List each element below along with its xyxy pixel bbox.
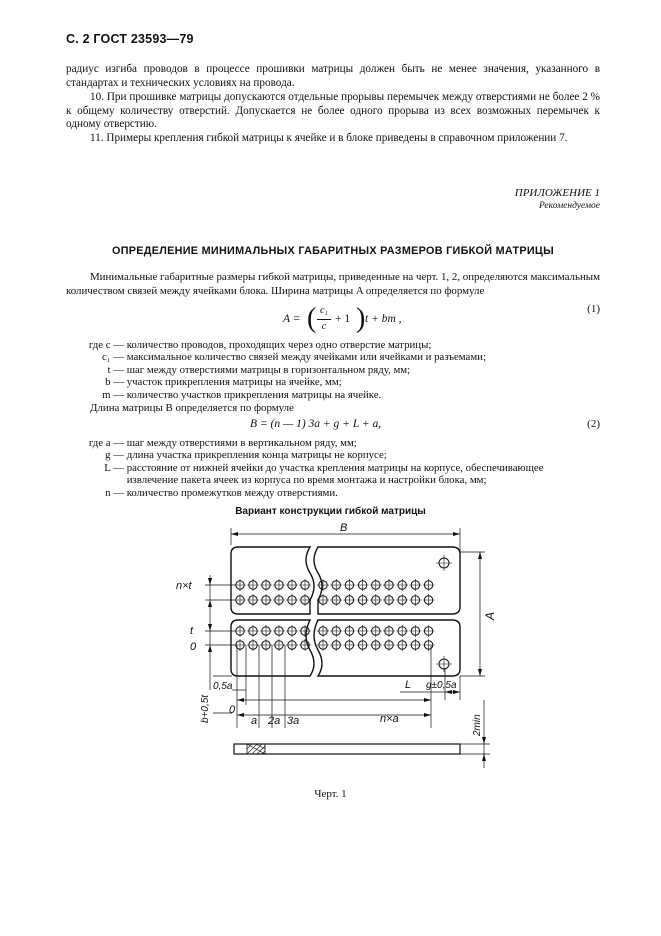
matrix-hole-cross <box>234 639 246 651</box>
matrix-hole-cross <box>409 579 421 591</box>
matrix-hole-cross <box>260 639 272 651</box>
definition-symbol: t — <box>107 363 124 376</box>
upper-panel-left <box>231 547 314 614</box>
matrix-hole-cross <box>234 579 246 591</box>
label-a: A <box>483 611 497 620</box>
matrix-hole-cross <box>396 579 408 591</box>
definition-symbol: L — <box>104 461 124 474</box>
matrix-hole-cross <box>423 625 435 637</box>
definition-symbol: где a — <box>88 437 124 449</box>
matrix-hole-cross <box>273 639 285 651</box>
matrix-hole-cross <box>273 625 285 637</box>
lower-panel-right <box>314 620 460 676</box>
formula-1-tail: t + bm , <box>365 313 402 325</box>
formula-1-rparen: ) <box>356 303 366 334</box>
matrix-hole-cross <box>423 594 435 606</box>
matrix-hole-cross <box>357 594 369 606</box>
matrix-hole-cross <box>370 594 382 606</box>
matrix-hole-cross <box>370 579 382 591</box>
matrix-hole-cross <box>409 639 421 651</box>
formula-1-plus-one: + 1 <box>335 313 351 325</box>
matrix-hole-cross <box>330 625 342 637</box>
label-zero-left: 0 <box>190 641 197 653</box>
definition-text: извлечение пакета ячеек из корпуса по время монтажа и настройки блока, мм; <box>126 474 487 487</box>
matrix-hole-cross <box>317 579 329 591</box>
matrix-hole-cross <box>370 625 382 637</box>
label-g: g±0,5a <box>426 680 457 691</box>
definition-text: расстояние от нижней ячейки до участка крепления матрицы на корпусе, обеспечивающее <box>126 461 544 474</box>
matrix-hole-cross <box>343 639 355 651</box>
matrix-hole-cross <box>409 594 421 606</box>
label-l: L <box>405 679 412 691</box>
appendix-status: Рекомендуемое <box>538 200 600 211</box>
dim-bottom-arrows <box>237 690 460 717</box>
matrix-hole-cross <box>383 639 395 651</box>
label-2a: 2a <box>268 715 281 727</box>
paragraph-radius: радиус изгиба проводов в процессе прошивки матрицы должен быть не менее значения, указанного в стандартах и технических условиях на провода. <box>66 63 600 89</box>
definition-text: шаг между отверстиями в вертикальном ряду, мм; <box>126 437 357 449</box>
label-3a: 3a <box>287 715 300 727</box>
formula-2: B = (n — 1) 3a + g + L + a, <box>250 418 382 430</box>
definition-text: максимальное количество связей между ячейками или ячейками и разъемами; <box>126 351 486 364</box>
label-b: B <box>340 522 348 534</box>
matrix-hole-cross <box>370 639 382 651</box>
label-zero-bottom: 0 <box>229 704 236 716</box>
matrix-hole-cross <box>396 625 408 637</box>
matrix-hole-cross <box>396 639 408 651</box>
matrix-hole-cross <box>343 579 355 591</box>
matrix-hole-cross <box>286 579 298 591</box>
figure-title: Вариант конструкции гибкой матрицы <box>235 506 426 517</box>
formula-1-numerator: c₁ <box>320 305 328 316</box>
matrix-hole-cross <box>299 625 311 637</box>
matrix-hole-cross <box>357 579 369 591</box>
matrix-hole-cross <box>286 594 298 606</box>
appendix-title: ПРИЛОЖЕНИЕ 1 <box>514 187 600 199</box>
label-b-plus: b+0,5t <box>200 694 211 723</box>
paragraph-11: 11. Примеры крепления гибкой матрицы к ячейке и в блоке приведены в справочном приложении 7. <box>90 132 568 144</box>
formula-1-denominator: c <box>321 321 327 332</box>
matrix-hole-cross <box>330 594 342 606</box>
definition-symbol: m — <box>102 388 124 401</box>
matrix-hole-cross <box>357 625 369 637</box>
matrix-hole-cross <box>247 594 259 606</box>
matrix-hole-cross <box>396 594 408 606</box>
length-intro: Длина матрицы B определяется по формуле <box>90 402 294 414</box>
label-nxt: n×t <box>176 580 192 592</box>
definition-text: количество проводов, проходящих через одно отверстие матрицы; <box>126 339 432 351</box>
definition-text: шаг между отверстиями матрицы в горизонтальном ряду, мм; <box>126 363 411 376</box>
definition-symbol: c₁ — <box>101 351 124 364</box>
matrix-hole-cross <box>357 639 369 651</box>
matrix-hole-cross <box>234 594 246 606</box>
definition-text: количество участков прикрепления матрицы на ячейке. <box>126 388 382 401</box>
definition-symbol: g — <box>105 449 124 462</box>
matrix-hole-cross <box>299 594 311 606</box>
definition-symbol: b — <box>105 376 124 389</box>
matrix-hole-cross <box>247 639 259 651</box>
matrix-hole-cross <box>317 594 329 606</box>
matrix-hole-cross <box>409 625 421 637</box>
figure-caption: Черт. 1 <box>314 788 347 800</box>
matrix-hole-cross <box>423 639 435 651</box>
section-strip <box>234 744 460 754</box>
label-2min: 2min <box>472 714 483 736</box>
matrix-hole-cross <box>260 594 272 606</box>
paragraph-10: 10. При прошивке матрицы допускаются отдельные прорывы перемычек между отверстиями не более 2 % к общему количеству отверстий. Допускается не более одного прорыва из всех возможных перемычек к одному отверстию. <box>66 91 600 131</box>
matrix-hole-cross <box>383 594 395 606</box>
matrix-hole-cross <box>286 639 298 651</box>
matrix-hole-cross <box>234 625 246 637</box>
page-header: С. 2 ГОСТ 23593—79 <box>66 32 194 46</box>
matrix-hole-cross <box>343 594 355 606</box>
matrix-hole-cross <box>247 579 259 591</box>
label-nxa: n×a <box>380 713 399 725</box>
definition-text: длина участка прикрепления конца матрицы не корпусе; <box>126 449 387 462</box>
matrix-hole-cross <box>343 625 355 637</box>
matrix-hole-cross <box>317 625 329 637</box>
matrix-hole-cross <box>383 579 395 591</box>
matrix-hole-cross <box>286 625 298 637</box>
matrix-hole-cross <box>299 579 311 591</box>
section-title: ОПРЕДЕЛЕНИЕ МИНИМАЛЬНЫХ ГАБАРИТНЫХ РАЗМЕРОВ ГИБКОЙ МАТРИЦЫ <box>112 245 554 257</box>
matrix-hole-cross <box>260 579 272 591</box>
label-half-a: 0,5a <box>213 681 233 692</box>
matrix-hole-cross <box>330 639 342 651</box>
intro-paragraph: Минимальные габаритные размеры гибкой матрицы, приведенные на черт. 1, 2, определяются максимальным количеством связей между ячейками блока. Ширина матрицы A определяется по формуле <box>66 271 600 297</box>
definition-symbol: n — <box>105 486 124 499</box>
formula-1-lhs: A = <box>283 313 301 325</box>
section-hatch <box>247 744 265 754</box>
matrix-hole-cross <box>260 625 272 637</box>
matrix-hole-cross <box>247 625 259 637</box>
matrix-hole-cross <box>383 625 395 637</box>
formula-2-number: (2) <box>587 418 600 430</box>
formula-1-number: (1) <box>587 303 600 315</box>
definition-text: количество промежутков между отверстиями. <box>126 486 338 499</box>
matrix-hole-cross <box>330 579 342 591</box>
matrix-hole-cross <box>317 639 329 651</box>
definition-text: участок прикрепления матрицы на ячейке, мм; <box>126 376 342 389</box>
formula-1-lparen: ( <box>307 303 317 334</box>
holes-group <box>234 579 435 651</box>
matrix-hole-cross <box>423 579 435 591</box>
matrix-hole-cross <box>273 594 285 606</box>
label-a-dim: a <box>251 715 258 727</box>
label-t: t <box>190 625 194 637</box>
matrix-hole-cross <box>273 579 285 591</box>
definition-symbol: где c — <box>88 339 124 351</box>
